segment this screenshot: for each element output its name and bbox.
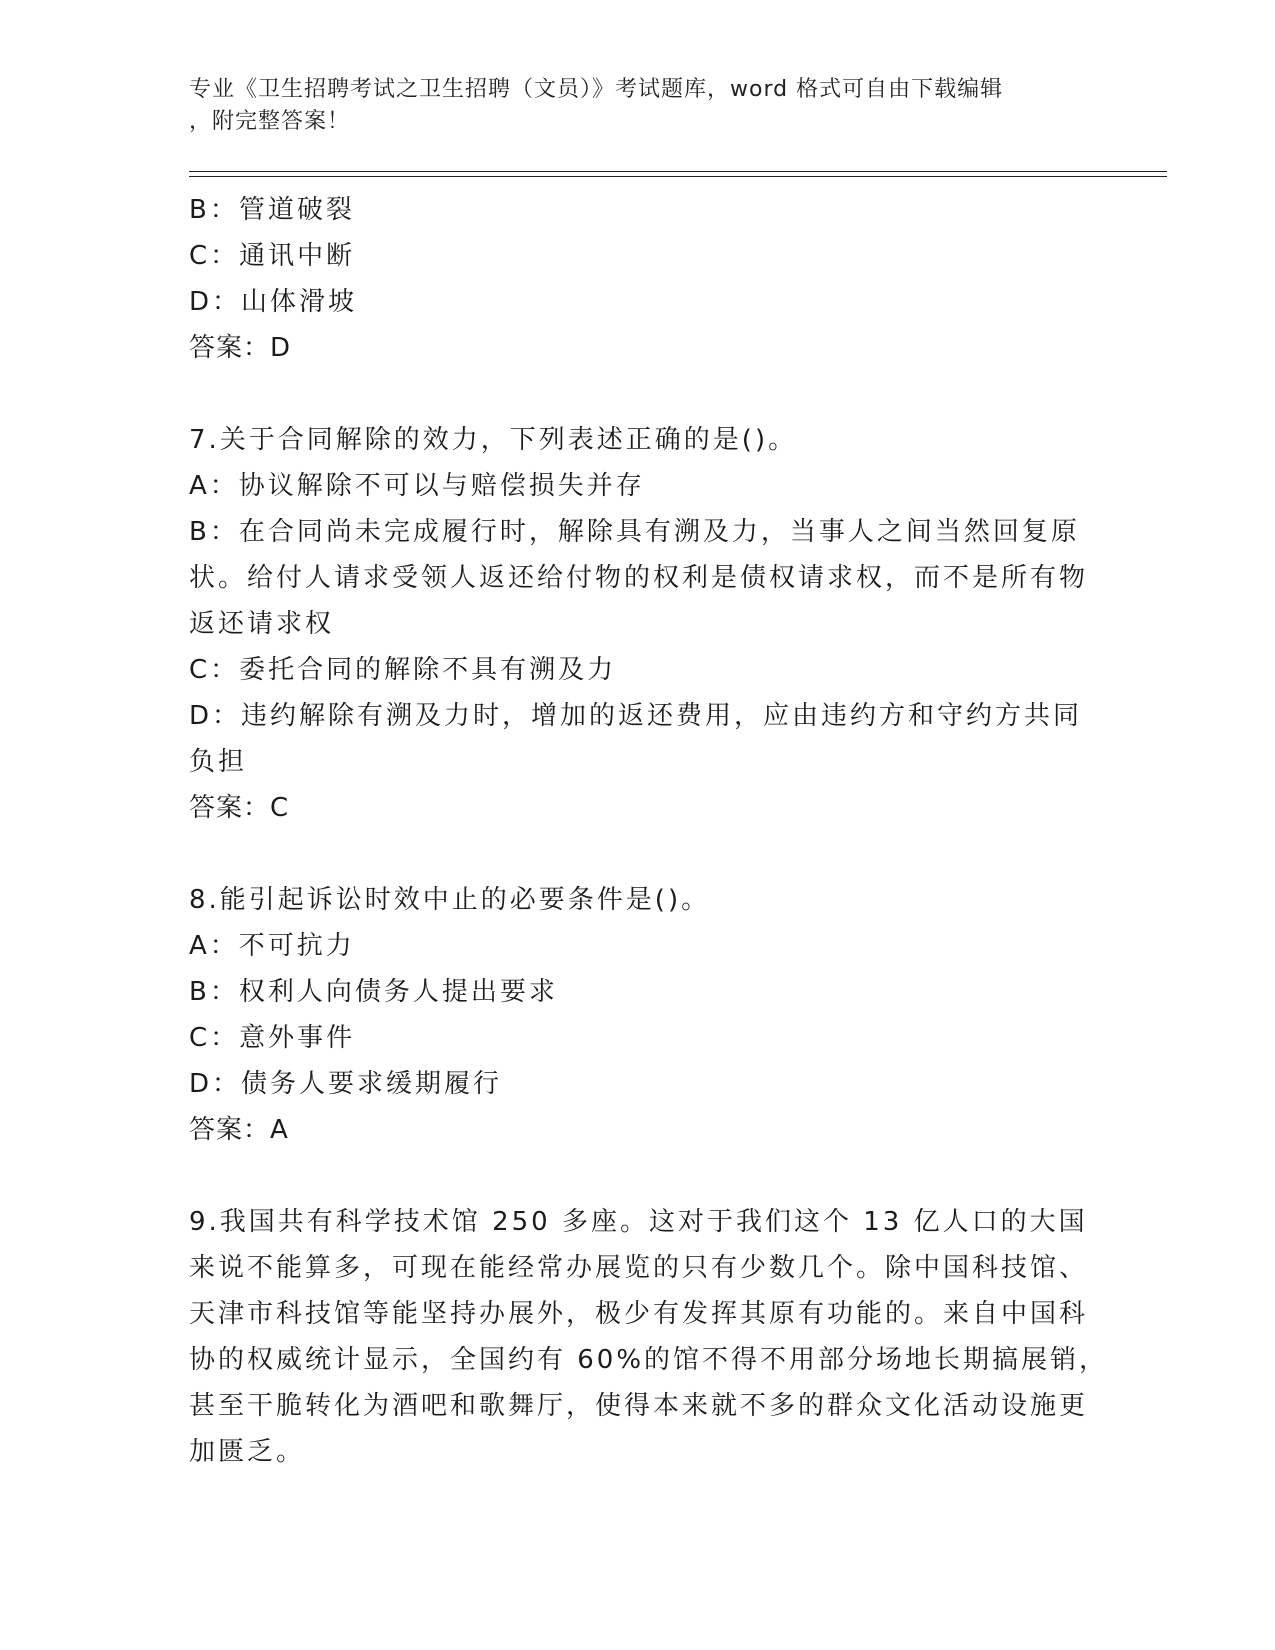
question-block-9 [189, 1199, 1109, 1475]
header-rule-bottom [189, 176, 1167, 177]
option-d: D：债务人要求缓期履行 [189, 1069, 503, 1099]
question-block-6 [189, 187, 1109, 371]
option-c: C：委托合同的解除不具有溯及力 [189, 655, 617, 685]
option-a: A：协议解除不可以与赔偿损失并存 [189, 471, 645, 501]
question-block-7 [189, 417, 1109, 831]
spacer [189, 831, 1109, 877]
option-b: B：权利人向债务人提出要求 [189, 977, 558, 1007]
document-body [189, 187, 1109, 1475]
spacer [189, 371, 1109, 417]
page-header [189, 74, 1089, 138]
question-stem: 8.能引起诉讼时效中止的必要条件是()。 [189, 885, 711, 915]
option-c: C：意外事件 [189, 1023, 356, 1053]
option-d: D：山体滑坡 [189, 287, 358, 317]
question-stem: 9.我国共有科学技术馆 250 多座。这对于我们这个 13 亿人口的大国来说不能算多，可现在能经常办展览的只有少数几个。除中国科技馆、天津市科技馆等能坚持办展外，极少有发挥其原有功能的。来自中国科协的权威统计显示，全国约有 60%的馆不得不用部分场地长期搞展销，甚至干脆转化为酒吧和歌舞厅，使得本来就不多的群众文化活动设施更加匮乏。 [189, 1207, 1109, 1467]
option-b: B：在合同尚未完成履行时，解除具有溯及力，当事人之间当然回复原状。给付人请求受领人返还给付物的权利是债权请求权，而不是所有物返还请求权 [189, 517, 1089, 639]
answer-line: 答案：A [189, 1115, 289, 1145]
question-block-8 [189, 877, 1109, 1153]
answer-line: 答案：C [189, 793, 290, 823]
header-rule-top [189, 171, 1167, 172]
option-d: D：违约解除有溯及力时，增加的返还费用，应由违约方和守约方共同负担 [189, 701, 1083, 777]
spacer [189, 1153, 1109, 1199]
question-stem: 7.关于合同解除的效力，下列表述正确的是()。 [189, 425, 798, 455]
option-c: C：通讯中断 [189, 241, 356, 271]
header-line-2: ，附完整答案！ [189, 109, 351, 134]
header-line-1: 专业《卫生招聘考试之卫生招聘（文员）》考试题库，word 格式可自由下载编辑 [189, 77, 1004, 102]
option-b: B：管道破裂 [189, 195, 355, 225]
answer-line: 答案：D [189, 333, 292, 363]
option-a: A：不可抗力 [189, 931, 355, 961]
